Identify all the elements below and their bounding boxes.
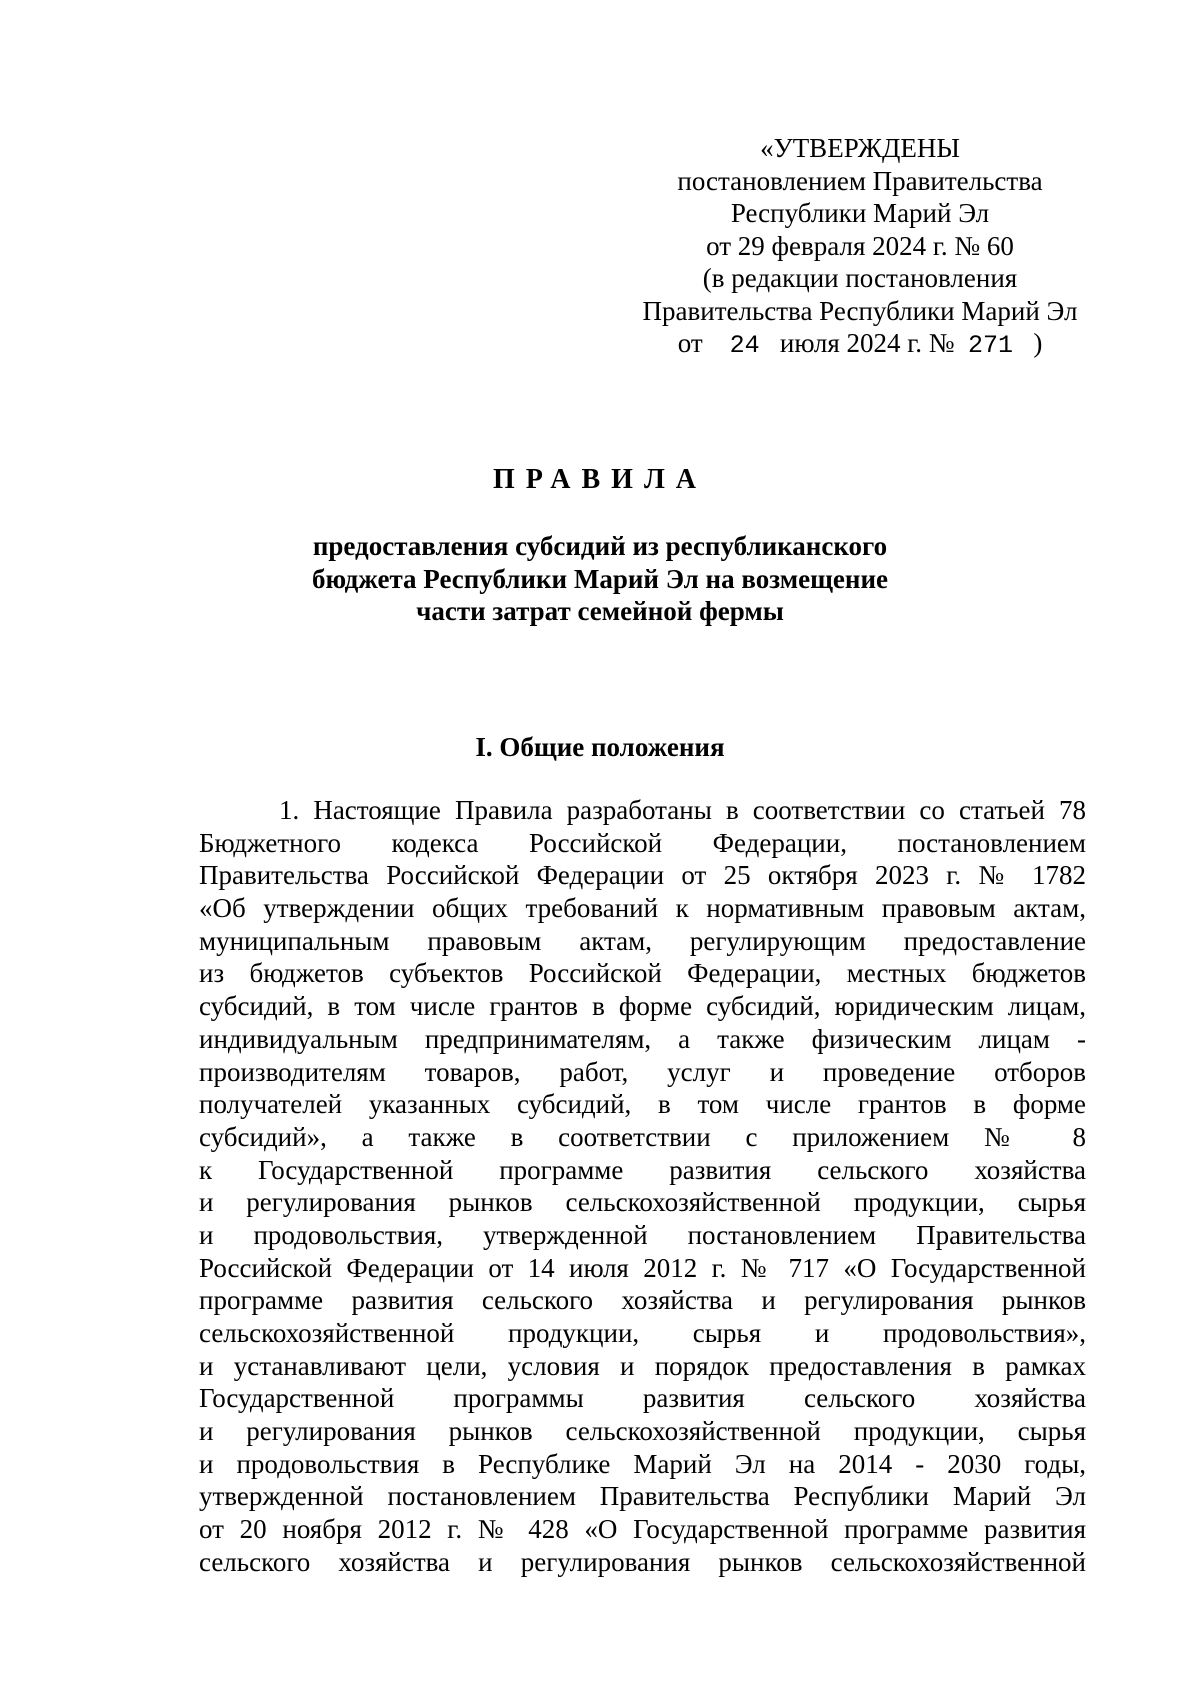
approval-line-revision-date [620, 327, 1100, 363]
body-line: утвержденной постановлением Правительства Республики Марий Эл [199, 1481, 1086, 1512]
approval-line-revision: (в редакции постановления [702, 263, 1018, 293]
body-line: производителям товаров, работ, услуг и проведение отборов [199, 1056, 1086, 1087]
revision-date-suffix: ) [1033, 328, 1043, 358]
subtitle-line: предоставления субсидий из республиканского [312, 531, 888, 561]
approval-line-government: Правительства Республики Марий Эл [642, 295, 1078, 326]
approval-stamp-block [620, 132, 1100, 363]
body-line: субсидий, в том числе грантов в форме субсидий, юридическим лицам, [199, 991, 1086, 1022]
body-line: к Государственной программе развития сельского хозяйства [199, 1154, 1086, 1185]
body-line: и регулирования рынков сельскохозяйственной продукции, сырья [199, 1187, 1086, 1218]
section-heading: I. Общие положения [475, 732, 725, 762]
body-line: Государственной программы развития сельского хозяйства [199, 1383, 1086, 1414]
body-line: Правительства Российской Федерации от 25 октября 2023 г. № 1782 [199, 860, 1086, 891]
body-line: 1. Настоящие Правила разработаны в соответствии со статьей 78 [279, 795, 1086, 825]
section-body [199, 794, 1086, 1579]
body-line: и продовольствия в Республике Марий Эл на 2014 - 2030 годы, [199, 1448, 1086, 1479]
approval-line-approved: «УТВЕРЖДЕНЫ [760, 133, 960, 163]
body-line: и регулирования рынков сельскохозяйственной продукции, сырья [199, 1416, 1086, 1447]
body-line: и продовольствия, утвержденной постановлением Правительства [199, 1219, 1086, 1250]
body-line: сельского хозяйства и регулирования рынков сельскохозяйственной [199, 1546, 1086, 1577]
approval-line-date: от 29 февраля 2024 г. № 60 [706, 230, 1014, 261]
subtitle-line: бюджета Республики Марий Эл на возмещение [312, 563, 888, 594]
body-line: сельскохозяйственной продукции, сырья и продовольствия», [199, 1318, 1086, 1348]
revision-date-middle: июля 2024 г. № [779, 328, 955, 358]
approval-line-decree: постановлением Правительства [677, 165, 1043, 196]
body-line: получателей указанных субсидий, в том числе грантов в форме [199, 1089, 1086, 1120]
body-line: Российской Федерации от 14 июля 2012 г. № 717 «О Государственной [199, 1252, 1086, 1283]
body-line: индивидуальным предпринимателям, а также физическим лицам - [199, 1023, 1086, 1054]
approval-line-republic: Республики Марий Эл [730, 198, 990, 228]
body-line: «Об утверждении общих требований к нормативным правовым актам, [199, 893, 1086, 924]
revision-day: 24 [729, 331, 760, 360]
document-subtitle [0, 530, 1200, 628]
body-line: и устанавливают цели, условия и порядок предоставления в рамках [199, 1350, 1086, 1381]
body-line: Бюджетного кодекса Российской Федерации, постановлением [199, 827, 1086, 858]
body-line: субсидий», а также в соответствии с приложением № 8 [199, 1121, 1086, 1152]
revision-date-prefix: от [677, 328, 703, 358]
body-line: муниципальным правовым актам, регулирующим предоставление [199, 925, 1086, 956]
body-line: программе развития сельского хозяйства и регулирования рынков [199, 1285, 1086, 1316]
subtitle-line: части затрат семейной фермы [416, 596, 784, 626]
body-line: из бюджетов субъектов Российской Федерации, местных бюджетов [199, 958, 1086, 989]
body-line: от 20 ноября 2012 г. № 428 «О Государственной программе развития [199, 1514, 1086, 1545]
revision-number: 271 [968, 331, 1014, 360]
document-title: ПРАВИЛА [492, 464, 708, 495]
